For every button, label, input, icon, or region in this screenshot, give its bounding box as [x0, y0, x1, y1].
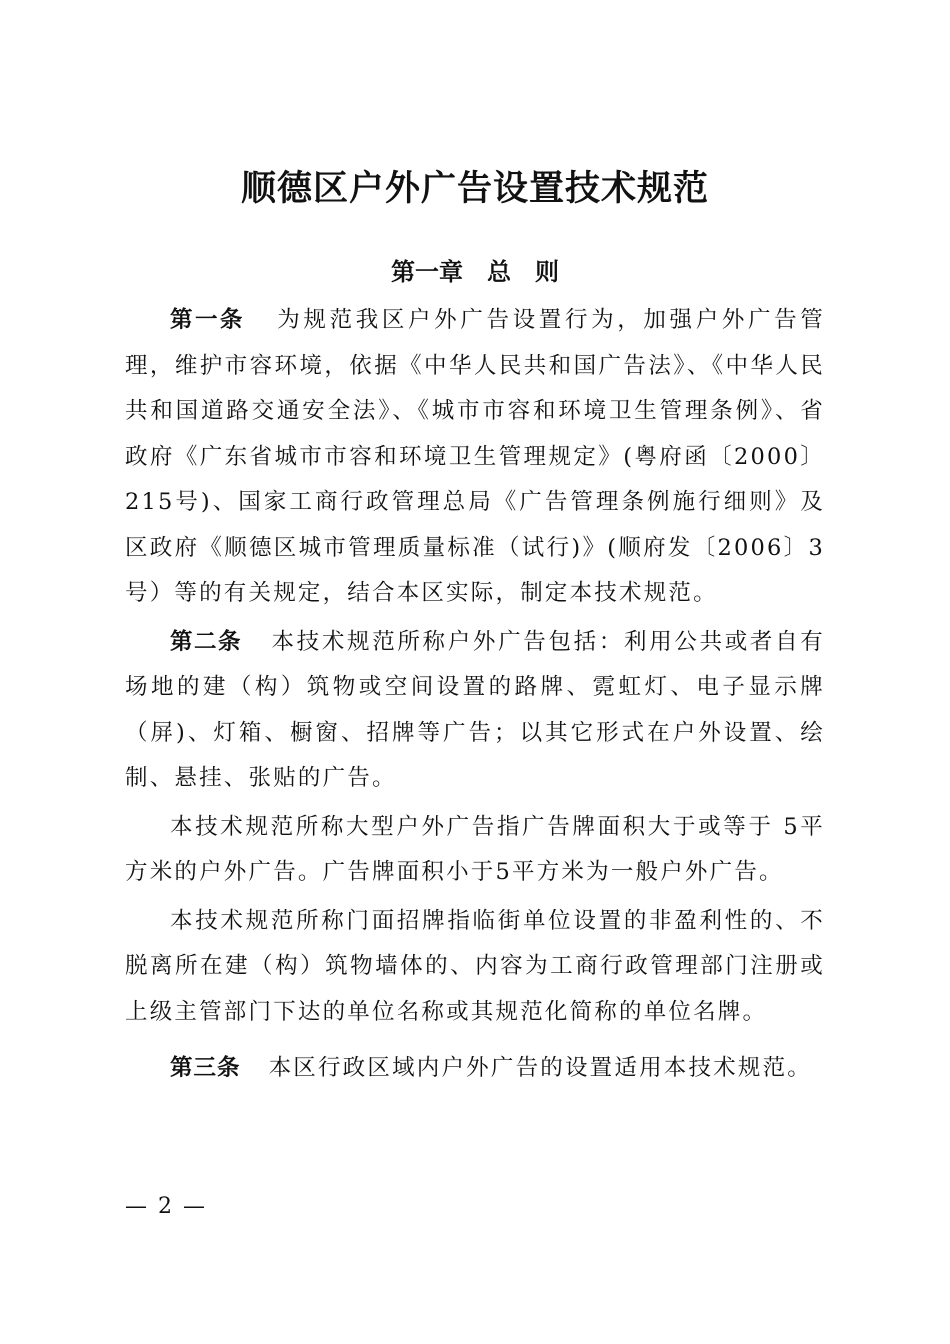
article-2-paragraph: [125, 620, 825, 802]
paragraph-text: 本技术规范所称门面招牌指临街单位设置的非盈利性的、不脱离所在建（构）筑物墙体的、内容为工商行政管理部门注册或上级主管部门下达的单位名称或其规范化简称的单位名牌。: [125, 907, 825, 1025]
article-label: 第二条: [170, 628, 242, 655]
document-body: [125, 298, 825, 1092]
article-3-paragraph: [125, 1046, 825, 1092]
article-label: 第三条: [170, 1055, 241, 1081]
paragraph-text: 本技术规范所称户外广告包括：利用公共或者自有场地的建（构）筑物或空间设置的路牌、霓虹灯、电子显示牌（屏)、灯箱、橱窗、招牌等广告；以其它形式在户外设置、绘制、悬挂、张贴的广告。: [125, 628, 825, 791]
paragraph-text: 本区行政区域内户外广告的设置适用本技术规范。: [268, 1055, 812, 1081]
document-title: 顺德区户外广告设置技术规范: [240, 168, 709, 209]
shop-sign-definition-paragraph: [125, 899, 825, 1036]
paragraph-text: 本技术规范所称大型户外广告指广告牌面积大于或等于 5平方米的户外广告。广告牌面积小于5平方米为一般户外广告。: [125, 813, 825, 885]
paragraph-text: 为规范我区户外广告设置行为，加强户外广告管理，维护市容环境，依据《中华人民共和国广告法》、《中华人民共和国道路交通安全法》、《城市市容和环境卫生管理条例》、省政府《广东省城市市容和环境卫生管理规定》(粤府函〔2000〕215号)、国家工商行政管理总局《广告管理条例施行细则》及区政府《顺德区城市管理质量标准（试行)》(顺府发〔2006〕3号）等的有关规定，结合本区实际，制定本技术规范。: [125, 307, 825, 606]
large-outdoor-ad-definition-paragraph: [125, 805, 825, 896]
chapter-title: 第一章 总 则: [391, 257, 559, 286]
article-1-paragraph: [125, 298, 825, 617]
article-label: 第一条: [170, 307, 245, 333]
page-number: — 2 —: [125, 1194, 207, 1219]
